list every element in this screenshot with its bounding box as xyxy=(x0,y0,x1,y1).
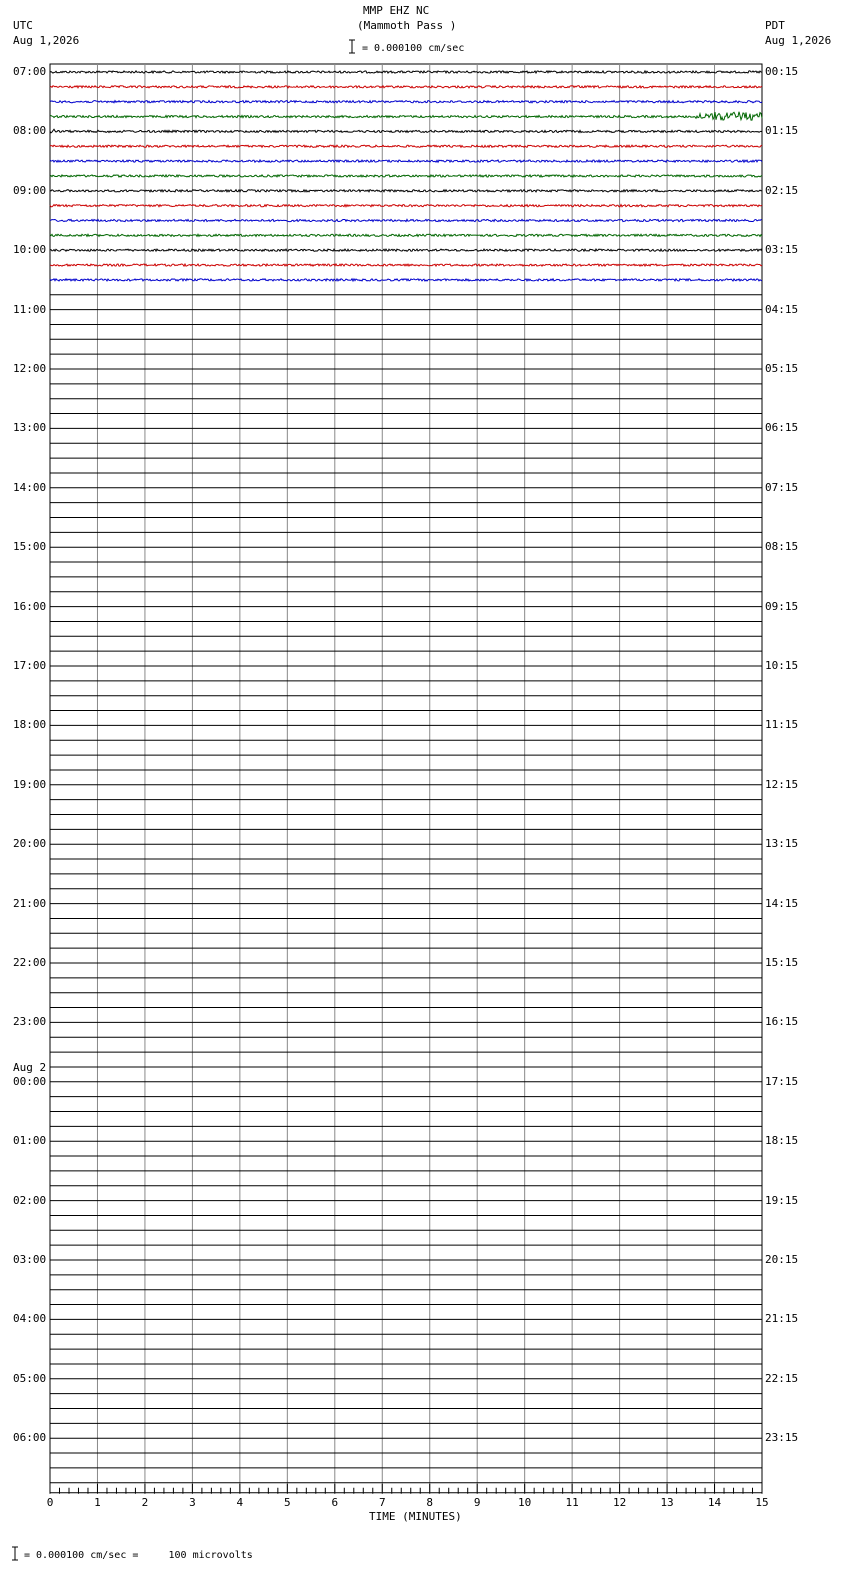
utc-hour-label: 11:00 xyxy=(13,302,47,316)
pdt-hour-label: 18:15 xyxy=(765,1134,799,1148)
scale-label: = 0.000100 cm/sec xyxy=(362,43,465,54)
pdt-hour-label: 06:15 xyxy=(765,421,799,435)
pdt-hour-label: 05:15 xyxy=(765,362,799,375)
trace-line xyxy=(50,249,762,251)
pdt-hour-label: 22:15 xyxy=(765,1371,799,1385)
x-tick-label: 12 xyxy=(612,1495,627,1509)
pdt-hour-label: 14:15 xyxy=(765,896,799,910)
station-title: MMP EHZ NC xyxy=(363,4,430,17)
x-tick-label: 1 xyxy=(94,1495,101,1509)
utc-hour-label: 06:00 xyxy=(13,1431,47,1445)
pdt-hour-label: 17:15 xyxy=(765,1074,799,1088)
x-tick-label: 6 xyxy=(331,1495,339,1509)
footer-scale-bar-icon xyxy=(12,1547,18,1560)
footer-scale-label: = 0.000100 cm/sec = 100 microvolts xyxy=(24,1550,253,1561)
utc-hour-label: 19:00 xyxy=(13,777,47,791)
x-tick-label: 5 xyxy=(284,1495,291,1509)
x-tick-label: 13 xyxy=(660,1495,674,1509)
utc-hour-label: 16:00 xyxy=(13,599,47,613)
trace-line xyxy=(50,279,762,281)
x-tick-label: 2 xyxy=(141,1495,149,1509)
pdt-hour-label: 08:15 xyxy=(765,540,799,554)
x-tick-label: 14 xyxy=(707,1495,722,1509)
x-axis xyxy=(47,1484,769,1509)
utc-hour-label: 13:00 xyxy=(13,421,47,435)
trace-line xyxy=(50,234,762,236)
trace-line xyxy=(50,190,762,192)
utc-hour-label: 23:00 xyxy=(13,1015,47,1029)
trace-line xyxy=(50,129,762,133)
trace-line xyxy=(50,145,762,147)
pdt-hour-label: 04:15 xyxy=(765,302,799,316)
trace-line xyxy=(50,160,762,162)
utc-hour-label: 17:00 xyxy=(13,659,47,672)
utc-hour-label: 01:00 xyxy=(13,1134,47,1148)
pdt-hour-label: 16:15 xyxy=(765,1015,799,1029)
pdt-hour-label: 02:15 xyxy=(765,183,799,197)
pdt-hour-label: 07:15 xyxy=(765,480,799,494)
x-axis-title: TIME (MINUTES) xyxy=(369,1510,462,1523)
x-tick-label: 15 xyxy=(755,1495,769,1509)
pdt-hour-label: 11:15 xyxy=(765,718,799,732)
pdt-hour-label: 10:15 xyxy=(765,659,799,672)
pdt-hour-label: 15:15 xyxy=(765,956,799,969)
trace-line xyxy=(50,71,762,73)
utc-hour-label: 08:00 xyxy=(13,124,47,138)
utc-hour-label: 05:00 xyxy=(13,1371,47,1385)
trace-line xyxy=(50,175,762,177)
x-tick-label: 10 xyxy=(518,1495,532,1509)
x-tick-label: 4 xyxy=(236,1495,244,1509)
seismic-traces xyxy=(50,71,762,281)
x-tick-label: 7 xyxy=(378,1495,386,1509)
trace-line xyxy=(50,264,762,266)
pdt-hour-label: 01:15 xyxy=(765,124,799,138)
utc-hour-label: 09:00 xyxy=(13,183,47,197)
utc-hour-label: 12:00 xyxy=(13,362,47,375)
trace-line xyxy=(50,112,762,121)
trace-line xyxy=(50,86,762,88)
pdt-hour-label: 09:15 xyxy=(765,599,799,613)
utc-hour-label: 15:00 xyxy=(13,540,47,554)
utc-hour-label: 22:00 xyxy=(13,956,47,969)
pdt-hour-label: 23:15 xyxy=(765,1431,799,1445)
utc-hour-label: 07:00 xyxy=(13,65,47,78)
pdt-hour-label: 21:15 xyxy=(765,1312,799,1326)
trace-line xyxy=(50,101,762,103)
trace-line xyxy=(50,219,762,221)
utc-hour-label: 03:00 xyxy=(13,1253,47,1266)
utc-hour-label: 02:00 xyxy=(13,1193,47,1207)
utc-date-change-label: Aug 2 xyxy=(13,1060,47,1074)
scale-bar-icon xyxy=(349,40,355,53)
pdt-date-label: Aug 1,2026 xyxy=(765,34,832,47)
utc-hour-label: 21:00 xyxy=(13,896,47,910)
utc-hour-label: 04:00 xyxy=(13,1312,47,1326)
utc-hour-label: 14:00 xyxy=(13,480,47,494)
x-tick-label: 8 xyxy=(426,1495,434,1509)
utc-hour-label: 10:00 xyxy=(13,243,47,257)
utc-date-label: Aug 1,2026 xyxy=(13,34,80,47)
utc-hour-label: 20:00 xyxy=(13,837,47,851)
pdt-hour-label: 20:15 xyxy=(765,1253,799,1266)
pdt-hour-label: 00:15 xyxy=(765,65,799,78)
utc-timezone-label: UTC xyxy=(13,19,33,32)
pdt-hour-label: 03:15 xyxy=(765,243,799,257)
pdt-hour-label: 12:15 xyxy=(765,777,799,791)
utc-hour-label: 00:00 xyxy=(13,1074,47,1088)
x-tick-label: 9 xyxy=(473,1495,481,1509)
pdt-timezone-label: PDT xyxy=(765,19,785,32)
x-tick-label: 0 xyxy=(46,1495,54,1509)
trace-line xyxy=(50,205,762,207)
pdt-hour-label: 19:15 xyxy=(765,1193,799,1207)
pdt-hour-label: 13:15 xyxy=(765,837,799,851)
x-tick-label: 11 xyxy=(565,1495,579,1509)
utc-hour-label: 18:00 xyxy=(13,718,47,732)
location-title: (Mammoth Pass ) xyxy=(357,19,457,32)
x-tick-label: 3 xyxy=(189,1495,196,1509)
